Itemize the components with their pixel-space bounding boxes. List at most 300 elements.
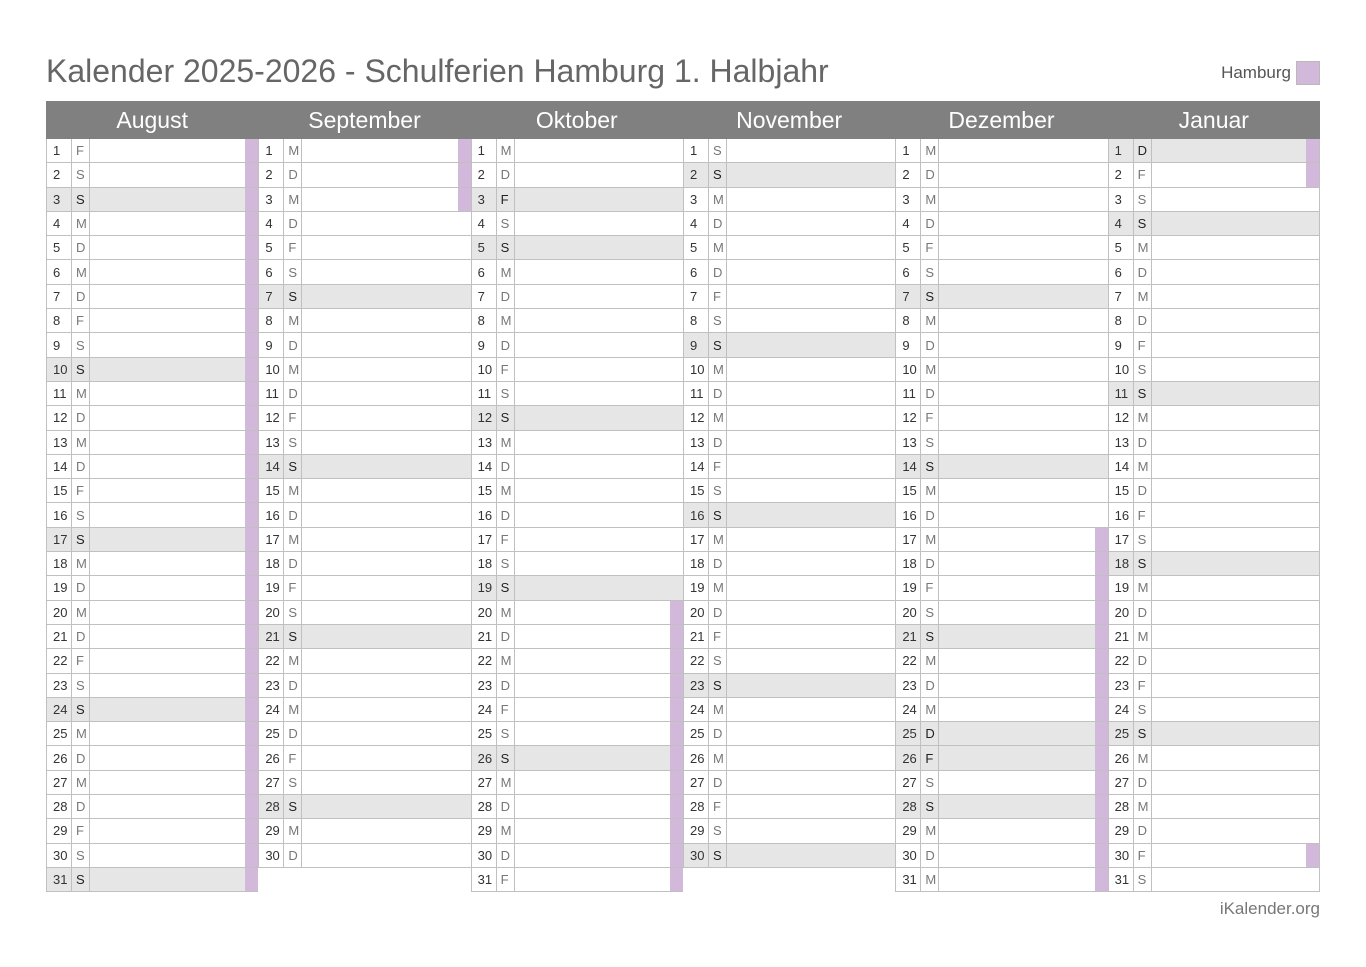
day-number: 30 bbox=[896, 844, 921, 867]
day-note-cell bbox=[90, 771, 258, 794]
day-number: 12 bbox=[472, 406, 497, 429]
day-note-cell bbox=[727, 188, 895, 211]
day-note-cell bbox=[939, 455, 1107, 478]
day-number: 22 bbox=[896, 649, 921, 672]
weekday-letter: D bbox=[709, 771, 727, 794]
day-row bbox=[895, 188, 1107, 212]
day-number: 19 bbox=[896, 576, 921, 599]
day-note-cell bbox=[90, 188, 258, 211]
weekday-letter: S bbox=[284, 285, 302, 308]
weekday-letter: S bbox=[284, 795, 302, 818]
day-note-cell bbox=[515, 333, 683, 356]
weekday-letter: D bbox=[284, 674, 302, 697]
day-number: 1 bbox=[259, 139, 284, 162]
weekday-letter: M bbox=[1134, 795, 1152, 818]
weekday-letter: M bbox=[1134, 746, 1152, 769]
day-row bbox=[1108, 479, 1320, 503]
day-note-cell bbox=[302, 358, 470, 381]
day-number: 16 bbox=[684, 503, 709, 526]
day-number: 19 bbox=[472, 576, 497, 599]
day-note-cell bbox=[302, 260, 470, 283]
day-row bbox=[1108, 868, 1320, 892]
day-row bbox=[1108, 285, 1320, 309]
day-number: 14 bbox=[1109, 455, 1134, 478]
holiday-marker bbox=[1095, 649, 1108, 672]
day-note-cell bbox=[90, 698, 258, 721]
day-row bbox=[895, 649, 1107, 673]
day-number: 23 bbox=[472, 674, 497, 697]
weekday-letter: F bbox=[1134, 844, 1152, 867]
weekday-letter: F bbox=[72, 649, 90, 672]
day-note-cell bbox=[727, 722, 895, 745]
day-number: 6 bbox=[472, 260, 497, 283]
day-note-cell bbox=[302, 382, 470, 405]
day-number: 9 bbox=[684, 333, 709, 356]
day-note-cell bbox=[515, 795, 683, 818]
day-row bbox=[1108, 382, 1320, 406]
weekday-letter: D bbox=[72, 455, 90, 478]
day-row bbox=[683, 722, 895, 746]
weekday-letter: S bbox=[284, 601, 302, 624]
day-number: 5 bbox=[472, 236, 497, 259]
day-row bbox=[1108, 674, 1320, 698]
weekday-letter: S bbox=[709, 333, 727, 356]
weekday-letter: D bbox=[1134, 309, 1152, 332]
weekday-letter: F bbox=[497, 698, 515, 721]
day-note-cell bbox=[1152, 698, 1319, 721]
day-number: 3 bbox=[1109, 188, 1134, 211]
weekday-letter: S bbox=[284, 431, 302, 454]
day-note-cell bbox=[302, 771, 470, 794]
day-note-cell bbox=[727, 382, 895, 405]
holiday-marker bbox=[1095, 868, 1108, 891]
day-note-cell bbox=[939, 309, 1107, 332]
weekday-letter: M bbox=[72, 552, 90, 575]
day-note-cell bbox=[939, 358, 1107, 381]
day-note-cell bbox=[1152, 333, 1319, 356]
day-number: 26 bbox=[896, 746, 921, 769]
day-number: 25 bbox=[47, 722, 72, 745]
holiday-marker bbox=[245, 455, 258, 478]
day-row bbox=[46, 844, 258, 868]
day-row bbox=[895, 552, 1107, 576]
day-row bbox=[471, 795, 683, 819]
weekday-letter: M bbox=[72, 771, 90, 794]
weekday-letter: M bbox=[921, 479, 939, 502]
day-row bbox=[46, 236, 258, 260]
day-number: 19 bbox=[1109, 576, 1134, 599]
holiday-marker bbox=[1095, 722, 1108, 745]
day-number: 13 bbox=[47, 431, 72, 454]
day-number: 24 bbox=[1109, 698, 1134, 721]
day-row bbox=[1108, 819, 1320, 843]
day-row bbox=[1108, 139, 1320, 163]
day-note-cell bbox=[302, 139, 470, 162]
day-row bbox=[1108, 358, 1320, 382]
day-row bbox=[258, 625, 470, 649]
day-number: 9 bbox=[896, 333, 921, 356]
day-note-cell bbox=[90, 844, 258, 867]
weekday-letter: S bbox=[72, 844, 90, 867]
weekday-letter: S bbox=[284, 771, 302, 794]
day-note-cell bbox=[515, 455, 683, 478]
holiday-marker bbox=[458, 188, 471, 211]
day-row bbox=[683, 309, 895, 333]
day-row bbox=[895, 698, 1107, 722]
day-note-cell bbox=[515, 309, 683, 332]
day-note-cell bbox=[302, 333, 470, 356]
holiday-marker bbox=[245, 503, 258, 526]
day-note-cell bbox=[1152, 260, 1319, 283]
holiday-marker bbox=[1095, 746, 1108, 769]
weekday-letter: S bbox=[921, 285, 939, 308]
day-note-cell bbox=[727, 698, 895, 721]
weekday-letter: S bbox=[1134, 698, 1152, 721]
day-number: 19 bbox=[684, 576, 709, 599]
weekday-letter: M bbox=[921, 528, 939, 551]
day-row bbox=[258, 649, 470, 673]
day-number: 28 bbox=[47, 795, 72, 818]
day-note-cell bbox=[515, 431, 683, 454]
day-number: 20 bbox=[896, 601, 921, 624]
day-number: 30 bbox=[472, 844, 497, 867]
day-number: 5 bbox=[1109, 236, 1134, 259]
weekday-letter: M bbox=[921, 698, 939, 721]
day-note-cell bbox=[90, 406, 258, 429]
weekday-letter: S bbox=[497, 406, 515, 429]
day-number: 17 bbox=[684, 528, 709, 551]
day-note-cell bbox=[302, 528, 470, 551]
day-note-cell bbox=[1152, 406, 1319, 429]
day-row bbox=[46, 528, 258, 552]
holiday-marker bbox=[1095, 795, 1108, 818]
weekday-letter: M bbox=[709, 406, 727, 429]
day-row bbox=[46, 601, 258, 625]
day-row bbox=[258, 260, 470, 284]
day-number: 24 bbox=[259, 698, 284, 721]
day-number: 15 bbox=[684, 479, 709, 502]
day-number: 6 bbox=[259, 260, 284, 283]
day-note-cell bbox=[939, 285, 1107, 308]
day-number: 15 bbox=[896, 479, 921, 502]
day-number: 5 bbox=[896, 236, 921, 259]
day-note-cell bbox=[515, 722, 683, 745]
holiday-marker bbox=[245, 674, 258, 697]
day-number: 26 bbox=[1109, 746, 1134, 769]
day-note-cell bbox=[90, 479, 258, 502]
weekday-letter: D bbox=[72, 285, 90, 308]
day-row bbox=[258, 503, 470, 527]
day-row bbox=[471, 698, 683, 722]
day-number: 3 bbox=[684, 188, 709, 211]
day-number: 4 bbox=[47, 212, 72, 235]
holiday-marker bbox=[670, 771, 683, 794]
day-number: 18 bbox=[896, 552, 921, 575]
holiday-marker bbox=[245, 479, 258, 502]
day-number: 8 bbox=[47, 309, 72, 332]
weekday-letter: D bbox=[1134, 649, 1152, 672]
day-row bbox=[258, 455, 470, 479]
day-number: 21 bbox=[47, 625, 72, 648]
day-row bbox=[258, 358, 470, 382]
day-number: 31 bbox=[472, 868, 497, 891]
day-note-cell bbox=[727, 163, 895, 186]
day-row bbox=[683, 771, 895, 795]
day-row bbox=[1108, 188, 1320, 212]
day-row bbox=[258, 528, 470, 552]
weekday-letter: D bbox=[497, 795, 515, 818]
day-note-cell bbox=[90, 333, 258, 356]
holiday-marker bbox=[245, 868, 258, 891]
day-row bbox=[471, 674, 683, 698]
weekday-letter: M bbox=[709, 698, 727, 721]
day-number: 27 bbox=[896, 771, 921, 794]
day-note-cell bbox=[515, 625, 683, 648]
holiday-marker bbox=[245, 844, 258, 867]
weekday-letter: M bbox=[1134, 455, 1152, 478]
day-number: 19 bbox=[47, 576, 72, 599]
holiday-marker bbox=[245, 212, 258, 235]
day-row bbox=[895, 285, 1107, 309]
weekday-letter: M bbox=[284, 479, 302, 502]
day-row bbox=[1108, 771, 1320, 795]
weekday-letter: F bbox=[709, 795, 727, 818]
day-note-cell bbox=[939, 528, 1107, 551]
day-row bbox=[46, 139, 258, 163]
day-number: 7 bbox=[1109, 285, 1134, 308]
day-number: 2 bbox=[47, 163, 72, 186]
day-number: 7 bbox=[259, 285, 284, 308]
day-row bbox=[471, 455, 683, 479]
weekday-letter: S bbox=[921, 771, 939, 794]
day-note-cell bbox=[939, 601, 1107, 624]
weekday-letter: M bbox=[709, 576, 727, 599]
weekday-letter: S bbox=[497, 212, 515, 235]
day-number: 7 bbox=[896, 285, 921, 308]
day-row bbox=[46, 358, 258, 382]
weekday-letter: D bbox=[709, 431, 727, 454]
day-note-cell bbox=[939, 212, 1107, 235]
weekday-letter: D bbox=[709, 722, 727, 745]
day-note-cell bbox=[1152, 771, 1319, 794]
day-note-cell bbox=[90, 601, 258, 624]
day-number: 26 bbox=[47, 746, 72, 769]
day-note-cell bbox=[939, 868, 1107, 891]
day-row bbox=[683, 795, 895, 819]
day-note-cell bbox=[302, 746, 470, 769]
day-note-cell bbox=[1152, 625, 1319, 648]
day-row bbox=[895, 868, 1107, 892]
day-row bbox=[471, 431, 683, 455]
day-note-cell bbox=[727, 528, 895, 551]
day-row bbox=[471, 601, 683, 625]
weekday-letter: S bbox=[72, 698, 90, 721]
day-number: 3 bbox=[47, 188, 72, 211]
day-row bbox=[683, 163, 895, 187]
weekday-letter: S bbox=[709, 163, 727, 186]
day-note-cell bbox=[727, 576, 895, 599]
day-number: 17 bbox=[472, 528, 497, 551]
weekday-letter: D bbox=[284, 212, 302, 235]
day-note-cell bbox=[727, 431, 895, 454]
day-note-cell bbox=[939, 746, 1107, 769]
weekday-letter: M bbox=[497, 260, 515, 283]
day-note-cell bbox=[727, 139, 895, 162]
day-row bbox=[471, 771, 683, 795]
day-number: 18 bbox=[684, 552, 709, 575]
day-number: 28 bbox=[472, 795, 497, 818]
weekday-letter: S bbox=[497, 552, 515, 575]
day-note-cell bbox=[302, 795, 470, 818]
weekday-letter: S bbox=[709, 503, 727, 526]
day-row bbox=[895, 212, 1107, 236]
day-note-cell bbox=[939, 431, 1107, 454]
day-note-cell bbox=[90, 674, 258, 697]
day-number: 8 bbox=[472, 309, 497, 332]
day-number: 30 bbox=[259, 844, 284, 867]
day-row bbox=[258, 746, 470, 770]
weekday-letter: D bbox=[284, 722, 302, 745]
day-row bbox=[683, 552, 895, 576]
day-note-cell bbox=[727, 285, 895, 308]
weekday-letter: M bbox=[497, 309, 515, 332]
day-note-cell bbox=[302, 552, 470, 575]
day-note-cell bbox=[302, 819, 470, 842]
day-note-cell bbox=[939, 576, 1107, 599]
weekday-letter: S bbox=[497, 576, 515, 599]
holiday-marker bbox=[1306, 139, 1319, 162]
day-note-cell bbox=[515, 649, 683, 672]
day-row bbox=[683, 528, 895, 552]
day-row bbox=[895, 722, 1107, 746]
weekday-letter: D bbox=[72, 795, 90, 818]
day-number: 22 bbox=[684, 649, 709, 672]
day-row bbox=[683, 455, 895, 479]
day-number: 16 bbox=[1109, 503, 1134, 526]
day-note-cell bbox=[302, 625, 470, 648]
weekday-letter: M bbox=[1134, 285, 1152, 308]
day-row bbox=[895, 819, 1107, 843]
weekday-letter: S bbox=[1134, 382, 1152, 405]
day-number: 14 bbox=[896, 455, 921, 478]
weekday-letter: D bbox=[1134, 479, 1152, 502]
day-note-cell bbox=[302, 698, 470, 721]
day-note-cell bbox=[515, 260, 683, 283]
day-note-cell bbox=[939, 333, 1107, 356]
day-row bbox=[46, 406, 258, 430]
day-row bbox=[895, 795, 1107, 819]
weekday-letter: M bbox=[921, 358, 939, 381]
day-note-cell bbox=[90, 576, 258, 599]
holiday-marker bbox=[670, 819, 683, 842]
day-number: 29 bbox=[684, 819, 709, 842]
weekday-letter: F bbox=[284, 406, 302, 429]
weekday-letter: D bbox=[921, 844, 939, 867]
weekday-letter: M bbox=[497, 479, 515, 502]
day-row bbox=[895, 479, 1107, 503]
day-row bbox=[258, 285, 470, 309]
holiday-marker bbox=[670, 844, 683, 867]
day-number: 26 bbox=[684, 746, 709, 769]
day-row bbox=[46, 188, 258, 212]
day-note-cell bbox=[515, 285, 683, 308]
day-number: 11 bbox=[1109, 382, 1134, 405]
day-note-cell bbox=[515, 163, 683, 186]
day-note-cell bbox=[515, 601, 683, 624]
day-number: 2 bbox=[259, 163, 284, 186]
day-row bbox=[1108, 576, 1320, 600]
weekday-letter: M bbox=[72, 722, 90, 745]
day-row bbox=[258, 188, 470, 212]
weekday-letter: D bbox=[921, 163, 939, 186]
day-note-cell bbox=[90, 139, 258, 162]
day-note-cell bbox=[1152, 746, 1319, 769]
day-number: 21 bbox=[1109, 625, 1134, 648]
day-note-cell bbox=[515, 576, 683, 599]
month-header: Oktober bbox=[471, 101, 683, 139]
day-number: 13 bbox=[896, 431, 921, 454]
day-row bbox=[46, 819, 258, 843]
day-row bbox=[258, 552, 470, 576]
weekday-letter: M bbox=[497, 771, 515, 794]
weekday-letter: D bbox=[497, 844, 515, 867]
weekday-letter: F bbox=[72, 139, 90, 162]
day-number: 30 bbox=[1109, 844, 1134, 867]
day-row bbox=[683, 674, 895, 698]
day-row bbox=[683, 819, 895, 843]
weekday-letter: S bbox=[709, 139, 727, 162]
day-note-cell bbox=[939, 163, 1107, 186]
day-note-cell bbox=[302, 212, 470, 235]
day-row bbox=[895, 382, 1107, 406]
day-row bbox=[46, 163, 258, 187]
day-row bbox=[895, 333, 1107, 357]
month-header: September bbox=[258, 101, 470, 139]
month-column-dezember bbox=[895, 101, 1107, 892]
day-number: 25 bbox=[259, 722, 284, 745]
day-row bbox=[683, 479, 895, 503]
day-note-cell bbox=[90, 309, 258, 332]
holiday-marker bbox=[245, 188, 258, 211]
holiday-marker bbox=[670, 674, 683, 697]
weekday-letter: D bbox=[72, 576, 90, 599]
day-number: 21 bbox=[472, 625, 497, 648]
legend-swatch bbox=[1296, 61, 1320, 85]
weekday-letter: S bbox=[72, 188, 90, 211]
month-column-november bbox=[683, 101, 895, 868]
day-note-cell bbox=[515, 139, 683, 162]
day-note-cell bbox=[302, 479, 470, 502]
day-row bbox=[683, 212, 895, 236]
day-note-cell bbox=[727, 333, 895, 356]
day-number: 4 bbox=[259, 212, 284, 235]
day-row bbox=[471, 236, 683, 260]
day-note-cell bbox=[1152, 236, 1319, 259]
day-number: 4 bbox=[684, 212, 709, 235]
day-row bbox=[895, 431, 1107, 455]
day-row bbox=[258, 479, 470, 503]
weekday-letter: S bbox=[72, 358, 90, 381]
day-number: 14 bbox=[684, 455, 709, 478]
day-note-cell bbox=[302, 649, 470, 672]
page-title: Kalender 2025-2026 - Schulferien Hamburg 1. Halbjahr bbox=[46, 53, 829, 89]
day-note-cell bbox=[727, 674, 895, 697]
day-note-cell bbox=[90, 236, 258, 259]
weekday-letter: M bbox=[497, 649, 515, 672]
day-note-cell bbox=[302, 844, 470, 867]
day-row bbox=[683, 746, 895, 770]
day-number: 28 bbox=[259, 795, 284, 818]
